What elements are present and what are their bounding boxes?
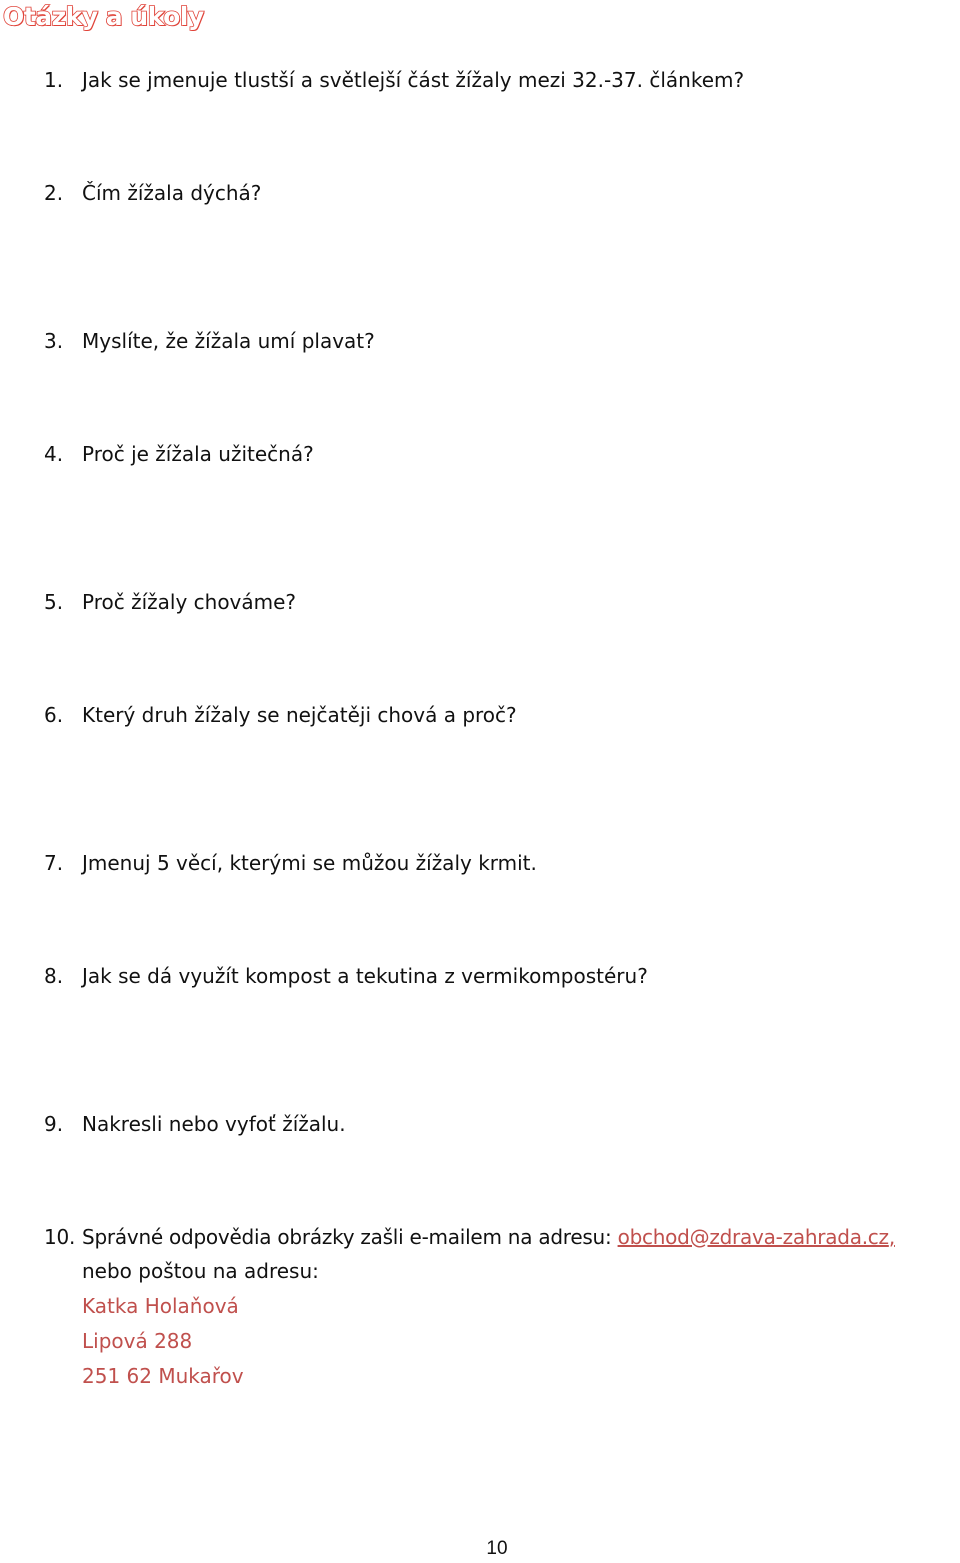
address-street: Lipová 288: [82, 1329, 193, 1353]
question-4: [44, 439, 314, 469]
question-2: [44, 178, 261, 208]
address-name: Katka Holaňová: [82, 1294, 239, 1318]
email-link[interactable]: obchod@zdrava-zahrada.cz: [617, 1225, 889, 1249]
question-text: Proč žížaly chováme?: [82, 590, 297, 614]
question-number: 1.: [44, 68, 64, 92]
question-text: Proč je žížala užitečná?: [82, 442, 314, 466]
question-9: [44, 1109, 346, 1139]
postal-instruction: nebo poštou na adresu:: [82, 1259, 319, 1283]
question-number: 3.: [44, 329, 64, 353]
email-suffix: ,: [888, 1225, 895, 1249]
question-number: 2.: [44, 181, 64, 205]
question-text: [82, 1222, 895, 1252]
question-number: 6.: [44, 703, 64, 727]
page-number: 10: [486, 1538, 508, 1559]
question-number: 8.: [44, 964, 64, 988]
question-text: Který druh žížaly se nejčatěji chová a proč?: [82, 703, 517, 727]
question-3: [44, 326, 375, 356]
question-number: 9.: [44, 1112, 64, 1136]
instruction-text: Správné odpovědia obrázky zašli e-mailem na adresu:: [82, 1225, 612, 1249]
section-heading: Otázky a úkoly: [3, 2, 204, 31]
question-text: Nakresli nebo vyfoť žížalu.: [82, 1112, 346, 1136]
question-1: [44, 65, 744, 95]
question-number: 4.: [44, 442, 64, 466]
question-text: Jak se jmenuje tlustší a světlejší část žížaly mezi 32.-37. článkem?: [82, 68, 745, 92]
address-city: 251 62 Mukařov: [82, 1364, 244, 1388]
question-7: [44, 848, 537, 878]
question-text: Jak se dá využít kompost a tekutina z vermikompostéru?: [82, 964, 648, 988]
question-8: [44, 961, 648, 991]
question-text: Jmenuj 5 věcí, kterými se můžou žížaly krmit.: [82, 851, 537, 875]
question-text: Myslíte, že žížala umí plavat?: [82, 329, 375, 353]
question-10: [44, 1222, 895, 1252]
question-number: 7.: [44, 851, 64, 875]
question-5: [44, 587, 296, 617]
question-text: Čím žížala dýchá?: [82, 181, 262, 205]
question-number: 5.: [44, 590, 64, 614]
question-6: [44, 700, 517, 730]
question-number: 10.: [44, 1225, 76, 1249]
